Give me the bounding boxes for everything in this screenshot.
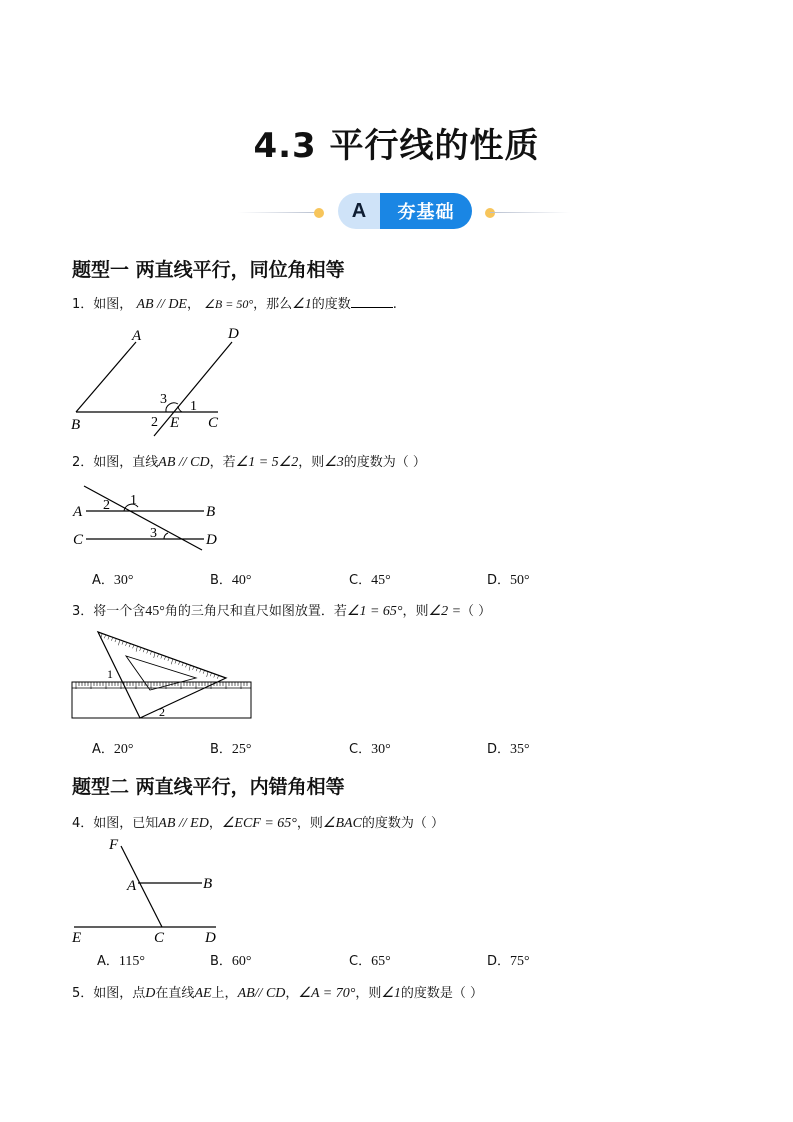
q1-mid: ，那么 [253, 297, 293, 312]
q2-angle: ∠3 [324, 455, 344, 470]
q1-fig-label-b: B [71, 417, 81, 433]
q5-sep: ， [285, 986, 299, 1001]
q2-option-a[interactable] [92, 569, 134, 589]
q1-answer-blank[interactable] [351, 295, 393, 308]
option-value: 45° [371, 573, 391, 588]
q1-fig-label-e: E [170, 415, 180, 431]
q4-option-b[interactable] [210, 950, 252, 970]
section-title-1: 题型一 两直线平行，同位角相等 [72, 259, 345, 281]
option-value: 30° [371, 742, 391, 757]
q4-post: 的度数为（ ） [361, 816, 445, 831]
q5-angle: ∠1 [381, 986, 401, 1001]
option-label: C． [349, 954, 372, 969]
decor-dot-left [314, 208, 324, 218]
q2-mid2: ，则 [298, 455, 325, 470]
question-4 [72, 812, 444, 832]
badge-text: 夯基础 [380, 193, 472, 229]
q1-fig-angle-2: 2 [151, 415, 158, 430]
q3-ask: ∠2 = [428, 604, 462, 619]
q5-number: 5． [72, 986, 94, 1001]
question-5 [72, 982, 483, 1002]
q3-post: （ ） [461, 604, 492, 619]
q3-fig-angle-1: 1 [107, 667, 113, 681]
option-label: B． [210, 742, 232, 757]
q4-fig-label-e: E [72, 930, 82, 946]
page-title: 4.3 平行线的性质 [253, 126, 540, 166]
option-label: B． [210, 954, 232, 969]
q3-figure [68, 628, 258, 724]
option-label: C． [349, 573, 372, 588]
q1-figure [66, 320, 246, 440]
q4-option-d[interactable] [487, 950, 530, 970]
q2-fig-label-a: A [73, 504, 83, 520]
option-value: 50° [510, 573, 530, 588]
q5-equation: ∠A = 70° [298, 986, 356, 1001]
option-value: 60° [231, 954, 252, 969]
q4-fig-label-b: B [203, 876, 213, 892]
q5-mid3: ，则 [355, 986, 382, 1001]
q2-fig-angle-2: 2 [103, 498, 110, 513]
q4-number: 4． [72, 816, 94, 831]
q5-text: 如图，点 [93, 986, 146, 1001]
q3-text: 将一个含 [93, 604, 146, 619]
option-value: 40° [231, 573, 252, 588]
question-1 [72, 293, 397, 313]
q4-sep: ， [208, 816, 222, 831]
q2-text: 如图，直线 [93, 455, 159, 470]
q5-post: 的度数是（ ） [400, 986, 484, 1001]
section-title-2: 题型二 两直线平行，内错角相等 [72, 776, 345, 798]
q4-mid: ，则 [296, 816, 323, 831]
q3-option-c[interactable] [349, 738, 391, 758]
option-label: B． [210, 573, 232, 588]
q1-fig-label-d: D [228, 326, 239, 342]
q2-option-c[interactable] [349, 569, 391, 589]
q2-figure [66, 478, 226, 552]
q1-post: 的度数 [311, 297, 351, 312]
level-badge [338, 193, 472, 229]
q2-option-d[interactable] [487, 569, 530, 589]
q2-fig-angle-1: 1 [130, 493, 137, 508]
q4-figure [66, 834, 226, 946]
option-value: 20° [113, 742, 134, 757]
option-value: 115° [118, 954, 145, 969]
badge-letter: A [338, 193, 380, 229]
q2-fig-label-b: B [206, 504, 216, 520]
q3-fig-angle-2: 2 [159, 705, 165, 719]
option-label: D． [487, 573, 511, 588]
q3-equation: ∠1 = 65° [346, 604, 403, 619]
q3-option-d[interactable] [487, 738, 530, 758]
q2-fig-angle-3: 3 [150, 526, 157, 541]
q1-fig-angle-3: 3 [160, 392, 167, 407]
q3-number: 3． [72, 604, 94, 619]
q2-number: 2． [72, 455, 94, 470]
q1-fig-angle-1: 1 [190, 399, 197, 414]
q3-degree: 45° [145, 604, 165, 619]
q5-line: AE [194, 986, 212, 1001]
option-value: 30° [113, 573, 134, 588]
option-label: A． [92, 742, 114, 757]
q2-mid: ，若 [209, 455, 236, 470]
q2-option-b[interactable] [210, 569, 252, 589]
option-value: 65° [371, 954, 391, 969]
q1-angle: ∠1 [292, 297, 312, 312]
q1-condition: AB // DE [136, 297, 187, 312]
q4-fig-label-d: D [205, 930, 216, 946]
q5-condition: AB// CD [237, 986, 286, 1001]
option-value: 75° [510, 954, 530, 969]
q2-fig-label-c: C [73, 532, 84, 548]
q1-end: . [392, 297, 397, 312]
q4-equation: ∠ECF = 65° [221, 816, 297, 831]
decor-line-left [238, 212, 318, 213]
q3-option-b[interactable] [210, 738, 252, 758]
q3-mid2: ，则 [402, 604, 429, 619]
q1-angle-b: ∠B = 50° [204, 297, 254, 311]
q1-fig-label-a: A [132, 328, 142, 344]
q1-fig-label-c: C [208, 415, 219, 431]
q4-fig-label-a: A [127, 878, 137, 894]
q4-condition: AB // ED [158, 816, 209, 831]
q1-sep: ， [186, 297, 200, 312]
q1-text: 如图， [93, 297, 133, 312]
q3-mid: 角的三角尺和直尺如图放置．若 [164, 604, 347, 619]
decor-dot-right [485, 208, 495, 218]
option-label: D． [487, 954, 511, 969]
q5-point: D [145, 986, 156, 1001]
decor-line-right [490, 212, 570, 213]
q4-fig-label-f: F [109, 837, 119, 853]
q2-fig-label-d: D [206, 532, 217, 548]
q4-text: 如图，已知 [93, 816, 159, 831]
question-2 [72, 451, 426, 471]
q4-option-c[interactable] [349, 950, 391, 970]
q1-number: 1． [72, 297, 94, 312]
option-label: C． [349, 742, 372, 757]
option-label: A． [97, 954, 119, 969]
q2-post: 的度数为（ ） [343, 455, 426, 470]
q5-mid2: 上， [211, 986, 238, 1001]
option-value: 35° [510, 742, 530, 757]
triangle-ticks [101, 634, 219, 679]
question-3 [72, 600, 491, 620]
q5-mid: 在直线 [155, 986, 195, 1001]
q3-option-a[interactable] [92, 738, 134, 758]
q4-ask: ∠BAC [322, 816, 362, 831]
option-value: 25° [231, 742, 252, 757]
q4-fig-label-c: C [154, 930, 165, 946]
q2-equation: ∠1 = 5∠2 [235, 455, 299, 470]
q2-condition: AB // CD [158, 455, 210, 470]
q4-option-a[interactable] [97, 950, 145, 970]
option-label: D． [487, 742, 511, 757]
option-label: A． [92, 573, 114, 588]
